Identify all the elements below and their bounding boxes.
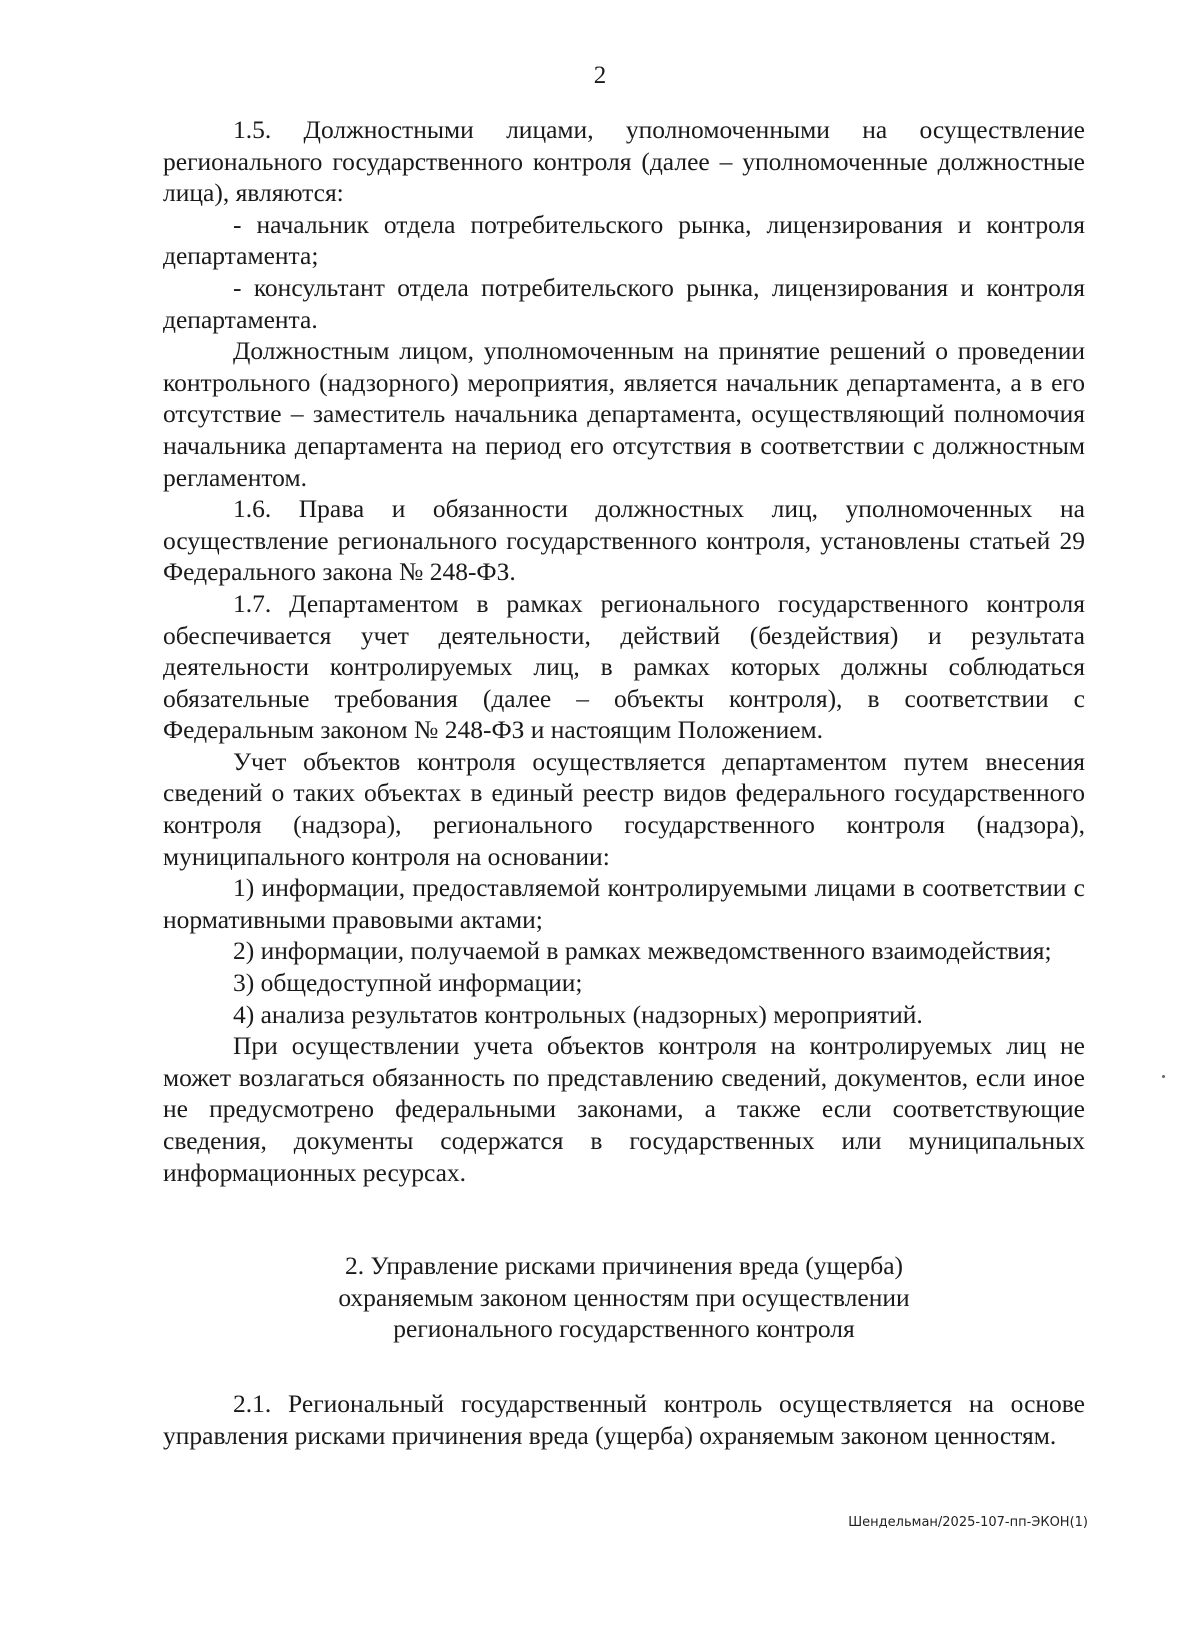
section-heading-line: регионального государственного контроля: [393, 1314, 855, 1344]
page-number: 2: [593, 62, 607, 89]
list-item-consultant: - консультант отдела потребительского рынка, лицензирования и контроля департамента.: [163, 272, 1085, 334]
list-item-3: 3) общедоступной информации;: [233, 968, 583, 998]
paragraph-1-7: 1.7. Департаментом в рамках регионального государственного контроля обеспечивается учет деятельности, действий (бездействия) и результата деятельности контролируемых лиц, в рамках которых должны соблюдаться обязательные требования (далее – объекты контроля), в соответствии с Федеральным законом № 248-ФЗ и настоящим Положением.: [163, 588, 1085, 745]
section-2-heading: [163, 1250, 1085, 1345]
paragraph-decision-official: Должностным лицом, уполномоченным на принятие решений о проведении контрольного (надзорного) мероприятия, является начальник департамента, а в его отсутствие – заместитель начальника департамента, осуществляющий полномочия начальника департамента на период его отсутствия в соответствии с должностным регламентом.: [163, 336, 1085, 492]
paragraph-1-5: 1.5. Должностными лицами, уполномоченными на осуществление регионального государственного контроля (далее – уполномоченные должностные лица), являются:: [163, 115, 1085, 208]
list-item-2: 2) информации, получаемой в рамках межведомственного взаимодействия;: [233, 936, 1052, 966]
document-code: Шендельман/2025-107-пп-ЭКОН(1): [848, 1515, 1088, 1530]
paragraph-2-1: 2.1. Региональный государственный контроль осуществляется на основе управления рисками причинения вреда (ущерба) охраняемым законом ценностям.: [163, 1389, 1085, 1450]
list-item-1: 1) информации, предоставляемой контролируемыми лицами в соответствии с нормативными правовыми актами;: [163, 873, 1085, 934]
paragraph-obligations: При осуществлении учета объектов контроля на контролируемых лиц не может возлагаться обязанность по представлению сведений, документов, если иное не предусмотрено федеральными законами, а также если соответствующие сведения, документы содержатся в государственных или муниципальных информационных ресурсах.: [163, 1031, 1085, 1187]
section-2-body: [163, 1388, 1085, 1451]
list-item-4: 4) анализа результатов контрольных (надзорных) мероприятий.: [233, 999, 923, 1029]
paragraph-registry: Учет объектов контроля осуществляется департаментом путем внесения сведений о таких объектах в единый реестр видов федерального государственного контроля (надзора), регионального государственного контроля (надзора), муниципального контроля на основании:: [163, 746, 1085, 871]
scan-speck: [1162, 1075, 1165, 1078]
section-heading-line: охраняемым законом ценностям при осуществлении: [338, 1282, 910, 1312]
body-text: [163, 114, 1085, 1188]
section-heading-line: 2. Управление рисками причинения вреда (ущерба): [345, 1251, 903, 1280]
paragraph-1-6: 1.6. Права и обязанности должностных лиц, уполномоченных на осуществление регионального государственного контроля, установлены статьей 29 Федерального закона № 248-ФЗ.: [163, 494, 1085, 587]
list-item-head-of-department: - начальник отдела потребительского рынка, лицензирования и контроля департамента;: [163, 209, 1085, 271]
